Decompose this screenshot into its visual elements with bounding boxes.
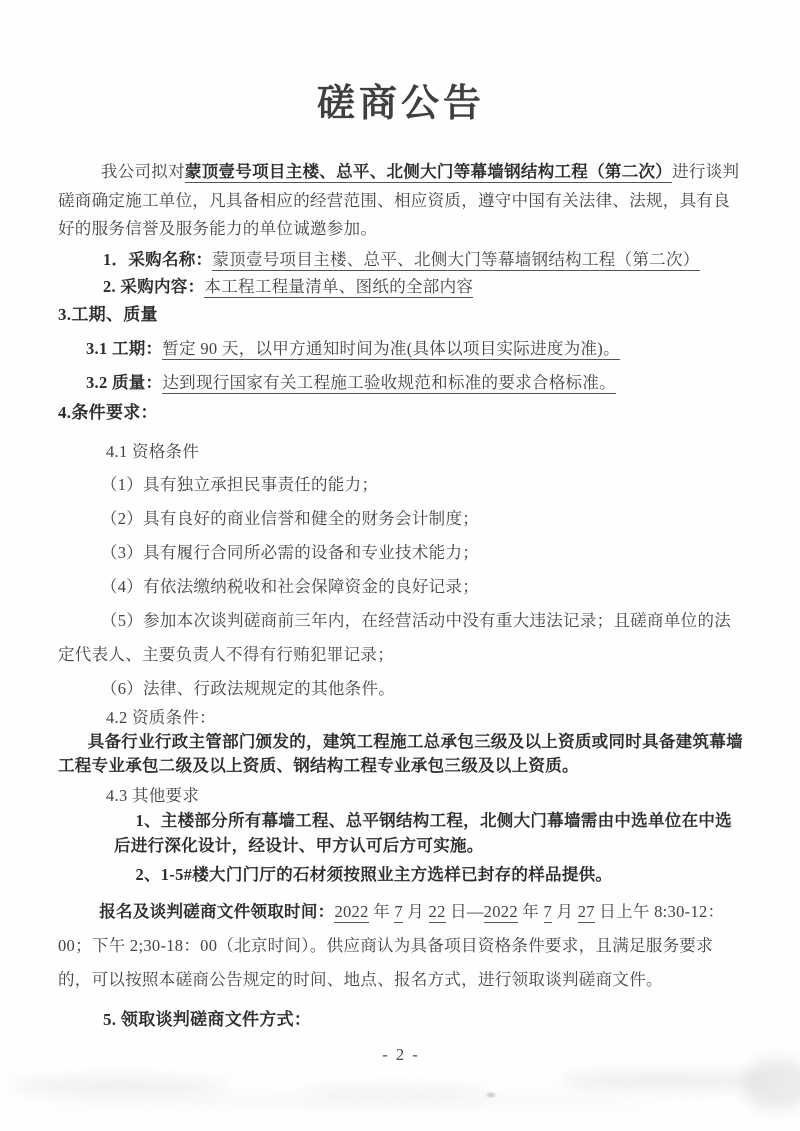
section-4-3-heading: 4.3 其他要求 [106,785,200,805]
purchase-content-value: 本工程工程量清单、图纸的全部内容 [204,276,474,296]
scan-speck [487,1093,495,1097]
section-3-heading: 3.工期、质量 [58,304,158,324]
reg-sep-2: 月 [402,901,429,921]
scan-smudge [742,1058,800,1110]
registration-time-label: 报名及谈判磋商文件领取时间： [99,901,335,921]
purchase-list [103,246,744,300]
reg-sep-3: 日— [445,901,484,921]
scan-smudge [40,1096,660,1106]
reg-month-1: 7 [394,901,403,921]
qualification-condition-2: （2）具有良好的商业信誉和健全的财务会计制度； [100,508,480,528]
qualification-condition-5: （5）参加本次谈判磋商前三年内，在经营活动中没有重大违法记录；且磋商单位的法定代表人、主要负责人不得有行贿犯罪记录； [58,610,732,664]
duration-value: 暂定 90 天，以甲方通知时间为准(具体以项目实际进度为准)。 [162,338,620,358]
purchase-name-label: 1．采购名称： [103,249,213,269]
purchase-name-value: 蒙顶壹号项目主楼、总平、北侧大门等幕墙钢结构工程（第二次） [212,249,700,269]
reg-sep-1: 年 [368,901,395,921]
reg-rest-text: 日上午 8:30-12：00；下午 2;30-18：00（北京时间）。供应商认为具备项目资格条件要求，且满足服务要求的，可以按照本磋商公告规定的时间、地点、报名方式，进行领取谈判磋商文件。 [58,901,725,989]
scan-smudge [10,1078,230,1094]
registration-time-paragraph [58,895,744,997]
purchase-content-label: 2. 采购内容： [103,276,205,296]
reg-sep-5: 月 [552,901,578,921]
page-number: - 2 - [382,1044,420,1064]
intro-suffix: 进行谈判磋商确定施工单位，凡具备相应的经营范围、相应资质，遵守中国有关法律、法规，具有良好的服务信誉及服务能力的单位诚邀参加。 [58,162,740,238]
reg-year-1: 2022 [334,901,369,921]
reg-month-2: 7 [543,901,553,921]
reg-day-2: 27 [577,901,595,921]
qualification-condition-4: （4）有依法缴纳税收和社会保障资金的良好记录； [100,576,480,596]
purchase-content-item [103,273,744,300]
qualification-condition-6: （6）法律、行政法规规定的其他条件。 [100,678,396,698]
section-4-2-text: 具备行业行政主管部门颁发的，建筑工程施工总承包三级及以上资质或同时具备建筑幕墙工程专业承包二级及以上资质、钢结构工程专业承包三级及以上资质。 [58,731,743,775]
section-4-heading: 4.条件要求： [58,402,158,422]
quality-label: 3.2 质量： [86,372,163,392]
reg-year-2: 2022 [483,901,518,921]
intro-prefix: 我公司拟对 [100,162,185,181]
section-5-heading: 5. 领取谈判磋商文件方式： [103,1009,312,1029]
reg-sep-4: 年 [517,901,544,921]
quality-value: 达到现行国家有关工程施工验收规范和标准的要求合格标准。 [162,372,616,392]
qualification-condition-1: （1）具有独立承担民事责任的能力； [100,474,379,494]
intro-project-name: 蒙顶壹号项目主楼、总平、北侧大门等幕墙钢结构工程（第二次） [184,162,673,181]
reg-day-1: 22 [428,901,446,921]
other-requirement-2: 2、1-5#楼大门门厅的石材须按照业主方选样已封存的样品提供。 [135,864,613,884]
section-3-2-quality [86,368,744,398]
page-title: 磋商公告 [316,83,485,125]
duration-label: 3.1 工期： [86,338,163,358]
scan-smudge [560,1072,770,1090]
section-4-1-heading: 4.1 资格条件 [106,441,200,461]
section-4-2-heading: 4.2 资质条件： [106,707,216,727]
qualification-condition-3: （3）具有履行合同所必需的设备和专业技术能力； [100,542,480,562]
section-3-1-duration [86,334,744,364]
intro-paragraph [58,158,744,244]
purchase-name-item [103,246,744,273]
other-requirement-1: 1、主楼部分所有幕墙工程、总平钢结构工程，北侧大门幕墙需由中选单位在中选后进行深化设计，经设计、甲方认可后方可实施。 [114,810,732,855]
